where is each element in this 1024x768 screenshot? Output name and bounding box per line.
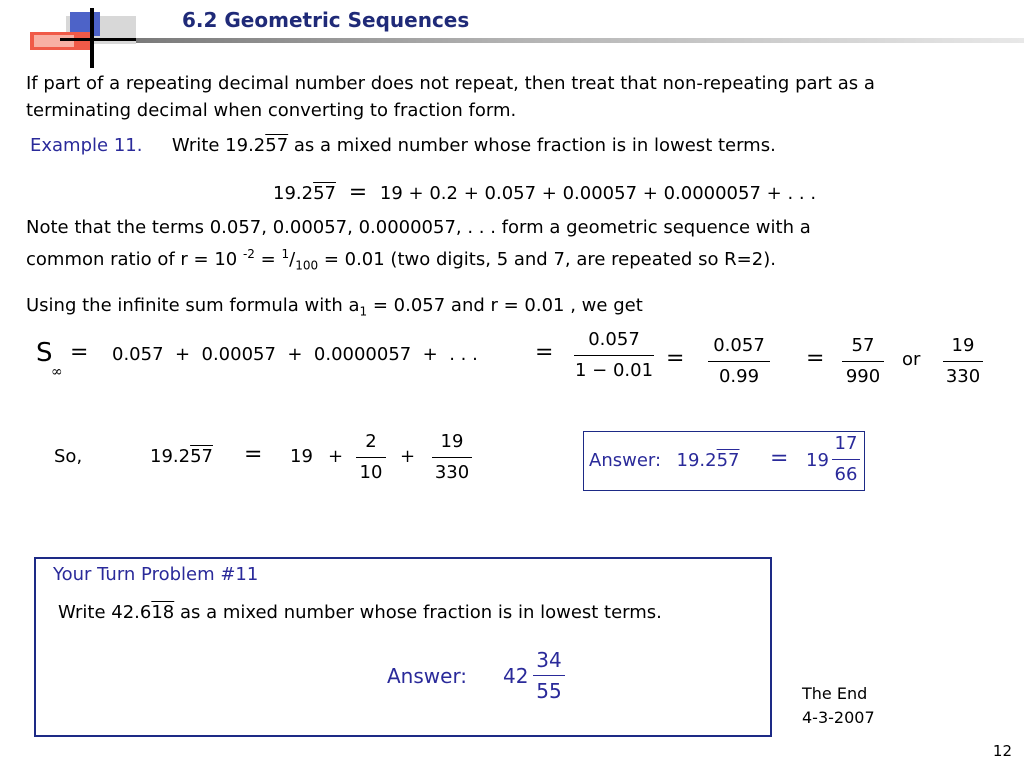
intro-line-1: If part of a repeating decimal number does not repeat, then treat that non-repeating part as a: [26, 73, 875, 94]
note-line-2: [26, 241, 1006, 280]
equals-sign: =: [244, 442, 263, 467]
using-text: = 0.057 and r = 0.01 , we get: [367, 295, 643, 316]
answer-lhs-repeat: 57: [716, 450, 740, 471]
fraction-denominator: 66: [834, 464, 858, 485]
example-statement: [30, 132, 776, 159]
plus-sign: +: [328, 446, 344, 467]
expansion-term: 0.057: [484, 183, 537, 204]
fraction-denominator: 0.99: [718, 366, 760, 387]
expansion-term: 0.00057: [562, 183, 638, 204]
fraction-lowest-terms: [943, 334, 983, 389]
expansion-term: 19: [379, 183, 403, 204]
decimal-expansion: 19.257 = 19 + 0.2 + 0.057 + 0.00057 + 0.0000057 + . . .: [273, 180, 817, 205]
note-exponent: -2: [242, 247, 255, 261]
answer-fraction: [832, 432, 860, 487]
plus-sign: +: [400, 446, 416, 467]
your-turn-text-before: Write 42.6: [58, 602, 152, 623]
expansion-term: 0.0000057: [663, 183, 761, 204]
note-text: common ratio of r = 10: [26, 249, 243, 270]
date-label: 4-3-2007: [802, 708, 875, 727]
note-frac-slash: /: [289, 249, 296, 270]
so-lhs-int: 19.2: [150, 446, 191, 467]
your-turn-answer-fraction: [533, 648, 565, 703]
equals-sign: =: [535, 340, 554, 365]
answer-lhs-int: 19.2: [676, 450, 717, 471]
answer-whole: 19: [806, 450, 829, 471]
fraction-denominator: 10: [359, 462, 383, 483]
so-whole: 19: [290, 446, 313, 467]
fraction-denominator: 990: [845, 366, 881, 387]
note-frac-den: 100: [295, 258, 319, 273]
fraction-numerator: 57: [851, 335, 875, 356]
fraction-numerator: 0.057: [588, 329, 640, 350]
fraction-numerator: 19: [951, 335, 975, 356]
note-paragraph: [26, 214, 1006, 280]
expansion-lhs-int: 19.2: [273, 183, 314, 204]
your-turn-answer-whole: 42: [503, 664, 529, 688]
example-repeat: 57: [265, 135, 289, 156]
using-statement: [26, 292, 643, 326]
so-label: So,: [54, 446, 83, 467]
fraction-numerator: 34: [536, 648, 562, 672]
using-subscript: 1: [359, 304, 368, 319]
equals-sign: =: [770, 446, 789, 471]
title-divider: [136, 38, 1024, 43]
example-label: Example 11.: [30, 135, 143, 156]
fraction-denominator: 330: [434, 462, 470, 483]
intro-paragraph: [26, 70, 1006, 124]
your-turn-repeat: 18: [151, 602, 175, 623]
your-turn-problem: [58, 602, 662, 623]
so-fraction-2: [432, 430, 472, 485]
page-number: 12: [992, 742, 1012, 760]
note-text: = 0.01 (two digits, 5 and 7, are repeated so R=2).: [318, 249, 776, 270]
fraction-numerator: 2: [365, 431, 377, 452]
sum-symbol: S: [36, 338, 53, 368]
equals-sign: =: [666, 346, 685, 371]
fraction-numerator: 17: [834, 433, 858, 454]
answer-text: [589, 450, 740, 471]
answer-label: Answer:: [589, 450, 662, 471]
slide-logo: [30, 8, 150, 68]
fraction-denominator: 1 − 0.01: [574, 360, 654, 381]
or-label: or: [902, 349, 921, 370]
fraction-numerator: 0.057: [713, 335, 765, 356]
your-turn-text-after: as a mixed number whose fraction is in lowest terms.: [174, 602, 662, 623]
fraction-denominator: 55: [536, 679, 562, 703]
infinity-subscript: ∞: [51, 364, 63, 380]
so-lhs: [150, 446, 213, 467]
using-text: Using the infinite sum formula with a: [26, 295, 360, 316]
expansion-lhs-repeat: 57: [313, 183, 336, 204]
your-turn-title: Your Turn Problem #11: [53, 564, 259, 585]
so-fraction-1: [356, 430, 386, 485]
equals-sign: =: [70, 340, 89, 365]
fraction-simplified: [708, 334, 770, 389]
the-end-label: The End: [802, 684, 868, 703]
note-text: =: [254, 249, 282, 270]
expansion-term: 0.2: [429, 183, 458, 204]
equals-sign: =: [806, 346, 825, 371]
example-text-before: Write 19.2: [171, 135, 266, 156]
slide-title: 6.2 Geometric Sequences: [182, 8, 470, 32]
fraction-denominator: 330: [945, 366, 981, 387]
fraction-integer-form: [842, 334, 884, 389]
fraction-numerator: 19: [440, 431, 464, 452]
fraction-formula: [574, 328, 654, 383]
intro-line-2: terminating decimal when converting to fraction form.: [26, 100, 517, 121]
expansion-term: . . .: [787, 183, 817, 204]
note-frac-num: 1: [281, 247, 290, 261]
note-line-1: Note that the terms 0.057, 0.00057, 0.0000057, . . . form a geometric sequence with a: [26, 217, 811, 238]
your-turn-answer-label: Answer:: [387, 664, 468, 688]
sum-series: 0.057 + 0.00057 + 0.0000057 + . . .: [112, 344, 478, 365]
example-text-after: as a mixed number whose fraction is in lowest terms.: [288, 135, 776, 156]
so-lhs-repeat: 57: [190, 446, 213, 467]
